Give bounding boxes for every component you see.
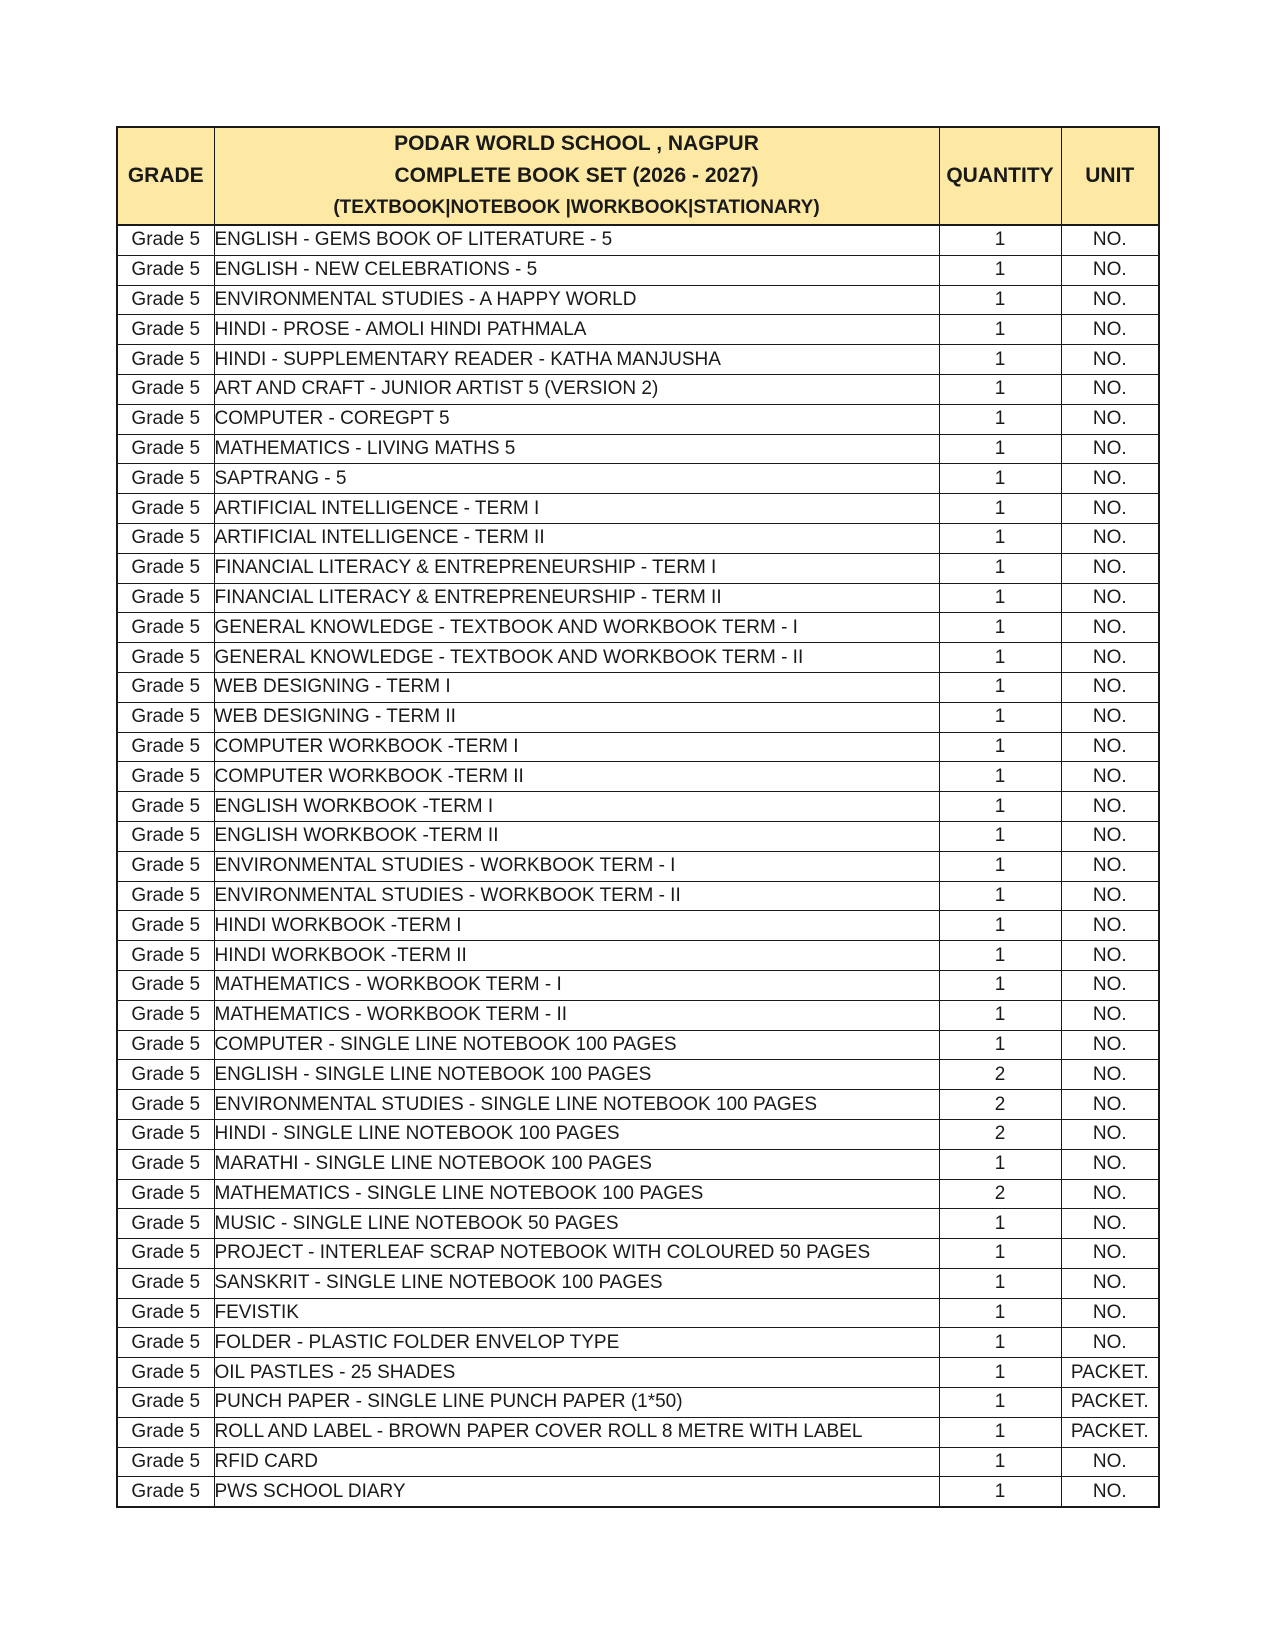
table-row	[117, 1417, 1159, 1447]
grade-cell: Grade 5	[117, 1417, 214, 1447]
table-header	[117, 127, 1159, 225]
item-cell: MATHEMATICS - WORKBOOK TERM - I	[214, 970, 939, 1000]
book-list-table	[116, 126, 1160, 1508]
qty-cell: 1	[939, 345, 1061, 375]
unit-cell: NO.	[1061, 1000, 1159, 1030]
grade-cell: Grade 5	[117, 881, 214, 911]
grade-cell: Grade 5	[117, 494, 214, 524]
grade-cell: Grade 5	[117, 523, 214, 553]
unit-cell: NO.	[1061, 702, 1159, 732]
qty-cell: 1	[939, 1298, 1061, 1328]
item-cell: PWS SCHOOL DIARY	[214, 1477, 939, 1507]
grade-cell: Grade 5	[117, 643, 214, 673]
unit-cell: NO.	[1061, 732, 1159, 762]
item-cell: FEVISTIK	[214, 1298, 939, 1328]
grade-column-header: GRADE	[117, 127, 214, 225]
grade-cell: Grade 5	[117, 464, 214, 494]
school-name: PODAR WORLD SCHOOL , NAGPUR	[394, 132, 759, 155]
item-cell: FOLDER - PLASTIC FOLDER ENVELOP TYPE	[214, 1328, 939, 1358]
item-cell: WEB DESIGNING - TERM I	[214, 672, 939, 702]
qty-cell: 1	[939, 1358, 1061, 1388]
qty-cell: 1	[939, 1030, 1061, 1060]
qty-cell: 1	[939, 881, 1061, 911]
table-row	[117, 1477, 1159, 1507]
table-row	[117, 285, 1159, 315]
qty-cell: 1	[939, 672, 1061, 702]
grade-cell: Grade 5	[117, 1447, 214, 1477]
qty-cell: 1	[939, 494, 1061, 524]
grade-cell: Grade 5	[117, 1268, 214, 1298]
unit-cell: NO.	[1061, 1447, 1159, 1477]
table-row	[117, 315, 1159, 345]
table-row	[117, 941, 1159, 971]
unit-cell: NO.	[1061, 643, 1159, 673]
grade-cell: Grade 5	[117, 225, 214, 255]
unit-cell: NO.	[1061, 881, 1159, 911]
unit-cell: NO.	[1061, 970, 1159, 1000]
qty-cell: 1	[939, 1417, 1061, 1447]
item-cell: ARTIFICIAL INTELLIGENCE - TERM I	[214, 494, 939, 524]
item-cell: MATHEMATICS - LIVING MATHS 5	[214, 434, 939, 464]
unit-cell: NO.	[1061, 225, 1159, 255]
item-cell: ENVIRONMENTAL STUDIES - A HAPPY WORLD	[214, 285, 939, 315]
unit-cell: NO.	[1061, 1209, 1159, 1239]
item-cell: PUNCH PAPER - SINGLE LINE PUNCH PAPER (1*50)	[214, 1388, 939, 1418]
grade-cell: Grade 5	[117, 1030, 214, 1060]
table-row	[117, 970, 1159, 1000]
table-row	[117, 1268, 1159, 1298]
grade-cell: Grade 5	[117, 792, 214, 822]
table-row	[117, 643, 1159, 673]
qty-cell: 1	[939, 1149, 1061, 1179]
item-cell: COMPUTER - COREGPT 5	[214, 404, 939, 434]
item-cell: FINANCIAL LITERACY & ENTREPRENEURSHIP - TERM I	[214, 553, 939, 583]
unit-cell: NO.	[1061, 374, 1159, 404]
table-row	[117, 374, 1159, 404]
unit-cell: NO.	[1061, 792, 1159, 822]
qty-cell: 2	[939, 1060, 1061, 1090]
item-cell: HINDI WORKBOOK -TERM II	[214, 941, 939, 971]
item-cell: ENGLISH WORKBOOK -TERM I	[214, 792, 939, 822]
item-cell: PROJECT - INTERLEAF SCRAP NOTEBOOK WITH COLOURED 50 PAGES	[214, 1239, 939, 1269]
grade-cell: Grade 5	[117, 732, 214, 762]
table-row	[117, 881, 1159, 911]
item-cell: ENGLISH - SINGLE LINE NOTEBOOK 100 PAGES	[214, 1060, 939, 1090]
qty-cell: 1	[939, 464, 1061, 494]
unit-cell: NO.	[1061, 672, 1159, 702]
unit-column-header: UNIT	[1061, 127, 1159, 225]
unit-cell: NO.	[1061, 1239, 1159, 1269]
table-title	[214, 127, 939, 225]
item-cell: MARATHI - SINGLE LINE NOTEBOOK 100 PAGES	[214, 1149, 939, 1179]
table-row	[117, 553, 1159, 583]
grade-cell: Grade 5	[117, 583, 214, 613]
item-cell: COMPUTER WORKBOOK -TERM II	[214, 762, 939, 792]
table-row	[117, 464, 1159, 494]
table-row	[117, 672, 1159, 702]
item-cell: FINANCIAL LITERACY & ENTREPRENEURSHIP - TERM II	[214, 583, 939, 613]
grade-cell: Grade 5	[117, 374, 214, 404]
qty-cell: 1	[939, 1239, 1061, 1269]
item-cell: MATHEMATICS - WORKBOOK TERM - II	[214, 1000, 939, 1030]
grade-cell: Grade 5	[117, 345, 214, 375]
qty-cell: 1	[939, 404, 1061, 434]
item-cell: HINDI - SUPPLEMENTARY READER - KATHA MANJUSHA	[214, 345, 939, 375]
item-cell: HINDI - PROSE - AMOLI HINDI PATHMALA	[214, 315, 939, 345]
table-row	[117, 1030, 1159, 1060]
grade-cell: Grade 5	[117, 1477, 214, 1507]
item-cell: ENGLISH - NEW CELEBRATIONS - 5	[214, 255, 939, 285]
table-row	[117, 1090, 1159, 1120]
table-row	[117, 494, 1159, 524]
table-row	[117, 911, 1159, 941]
item-cell: ENVIRONMENTAL STUDIES - WORKBOOK TERM - I	[214, 851, 939, 881]
item-cell: HINDI - SINGLE LINE NOTEBOOK 100 PAGES	[214, 1119, 939, 1149]
qty-cell: 1	[939, 1447, 1061, 1477]
unit-cell: NO.	[1061, 255, 1159, 285]
table-row	[117, 1209, 1159, 1239]
grade-cell: Grade 5	[117, 1119, 214, 1149]
qty-cell: 1	[939, 762, 1061, 792]
qty-cell: 1	[939, 941, 1061, 971]
grade-cell: Grade 5	[117, 1149, 214, 1179]
table-row	[117, 1149, 1159, 1179]
unit-cell: PACKET.	[1061, 1358, 1159, 1388]
qty-cell: 2	[939, 1119, 1061, 1149]
item-cell: ENVIRONMENTAL STUDIES - WORKBOOK TERM - II	[214, 881, 939, 911]
item-cell: HINDI WORKBOOK -TERM I	[214, 911, 939, 941]
table-row	[117, 851, 1159, 881]
table-row	[117, 821, 1159, 851]
item-cell: SAPTRANG - 5	[214, 464, 939, 494]
item-cell: RFID CARD	[214, 1447, 939, 1477]
item-cell: GENERAL KNOWLEDGE - TEXTBOOK AND WORKBOOK TERM - II	[214, 643, 939, 673]
grade-cell: Grade 5	[117, 702, 214, 732]
item-cell: ART AND CRAFT - JUNIOR ARTIST 5 (VERSION 2)	[214, 374, 939, 404]
unit-cell: NO.	[1061, 1298, 1159, 1328]
table-body	[117, 225, 1159, 1507]
unit-cell: NO.	[1061, 494, 1159, 524]
unit-cell: NO.	[1061, 1179, 1159, 1209]
qty-cell: 1	[939, 434, 1061, 464]
grade-cell: Grade 5	[117, 762, 214, 792]
grade-cell: Grade 5	[117, 1090, 214, 1120]
item-cell: ROLL AND LABEL - BROWN PAPER COVER ROLL 8 METRE WITH LABEL	[214, 1417, 939, 1447]
grade-cell: Grade 5	[117, 285, 214, 315]
qty-cell: 1	[939, 523, 1061, 553]
qty-cell: 1	[939, 1477, 1061, 1507]
table-row	[117, 1179, 1159, 1209]
table-row	[117, 702, 1159, 732]
unit-cell: NO.	[1061, 285, 1159, 315]
grade-cell: Grade 5	[117, 821, 214, 851]
grade-cell: Grade 5	[117, 911, 214, 941]
table-row	[117, 1298, 1159, 1328]
unit-cell: NO.	[1061, 583, 1159, 613]
qty-cell: 1	[939, 613, 1061, 643]
table-row	[117, 732, 1159, 762]
qty-cell: 1	[939, 792, 1061, 822]
unit-cell: NO.	[1061, 762, 1159, 792]
item-cell: OIL PASTLES - 25 SHADES	[214, 1358, 939, 1388]
grade-cell: Grade 5	[117, 613, 214, 643]
table-row	[117, 1239, 1159, 1269]
unit-cell: NO.	[1061, 613, 1159, 643]
item-cell: COMPUTER - SINGLE LINE NOTEBOOK 100 PAGES	[214, 1030, 939, 1060]
grade-cell: Grade 5	[117, 1298, 214, 1328]
grade-cell: Grade 5	[117, 553, 214, 583]
table-row	[117, 1060, 1159, 1090]
table-row	[117, 1358, 1159, 1388]
unit-cell: NO.	[1061, 821, 1159, 851]
item-cell: GENERAL KNOWLEDGE - TEXTBOOK AND WORKBOOK TERM - I	[214, 613, 939, 643]
table-row	[117, 1447, 1159, 1477]
qty-cell: 1	[939, 1000, 1061, 1030]
unit-cell: NO.	[1061, 1060, 1159, 1090]
grade-cell: Grade 5	[117, 1239, 214, 1269]
item-cell: ENGLISH WORKBOOK -TERM II	[214, 821, 939, 851]
qty-cell: 1	[939, 285, 1061, 315]
grade-cell: Grade 5	[117, 255, 214, 285]
grade-cell: Grade 5	[117, 1000, 214, 1030]
item-cell: ENGLISH - GEMS BOOK OF LITERATURE - 5	[214, 225, 939, 255]
qty-cell: 1	[939, 1388, 1061, 1418]
table-row	[117, 404, 1159, 434]
qty-cell: 1	[939, 374, 1061, 404]
grade-cell: Grade 5	[117, 941, 214, 971]
item-cell: MATHEMATICS - SINGLE LINE NOTEBOOK 100 PAGES	[214, 1179, 939, 1209]
item-cell: ARTIFICIAL INTELLIGENCE - TERM II	[214, 523, 939, 553]
qty-cell: 1	[939, 255, 1061, 285]
qty-cell: 1	[939, 851, 1061, 881]
qty-cell: 1	[939, 821, 1061, 851]
grade-cell: Grade 5	[117, 1388, 214, 1418]
qty-cell: 1	[939, 225, 1061, 255]
unit-cell: NO.	[1061, 523, 1159, 553]
unit-cell: PACKET.	[1061, 1417, 1159, 1447]
unit-cell: NO.	[1061, 1477, 1159, 1507]
unit-cell: NO.	[1061, 464, 1159, 494]
unit-cell: NO.	[1061, 315, 1159, 345]
table-row	[117, 225, 1159, 255]
book-set-categories: (TEXTBOOK|NOTEBOOK |WORKBOOK|STATIONARY)	[333, 197, 820, 218]
grade-cell: Grade 5	[117, 1209, 214, 1239]
unit-cell: NO.	[1061, 1030, 1159, 1060]
qty-cell: 1	[939, 553, 1061, 583]
grade-cell: Grade 5	[117, 851, 214, 881]
item-cell: COMPUTER WORKBOOK -TERM I	[214, 732, 939, 762]
table-row	[117, 523, 1159, 553]
grade-cell: Grade 5	[117, 404, 214, 434]
table-row	[117, 613, 1159, 643]
qty-cell: 1	[939, 1328, 1061, 1358]
table-row	[117, 1328, 1159, 1358]
qty-cell: 1	[939, 732, 1061, 762]
grade-cell: Grade 5	[117, 1358, 214, 1388]
grade-cell: Grade 5	[117, 672, 214, 702]
table-row	[117, 434, 1159, 464]
table-row	[117, 1000, 1159, 1030]
qty-cell: 1	[939, 702, 1061, 732]
unit-cell: NO.	[1061, 434, 1159, 464]
unit-cell: NO.	[1061, 1119, 1159, 1149]
qty-cell: 1	[939, 911, 1061, 941]
grade-cell: Grade 5	[117, 1179, 214, 1209]
unit-cell: NO.	[1061, 1090, 1159, 1120]
item-cell: MUSIC - SINGLE LINE NOTEBOOK 50 PAGES	[214, 1209, 939, 1239]
item-cell: SANSKRIT - SINGLE LINE NOTEBOOK 100 PAGES	[214, 1268, 939, 1298]
unit-cell: NO.	[1061, 851, 1159, 881]
table-row	[117, 1388, 1159, 1418]
qty-cell: 1	[939, 583, 1061, 613]
table-row	[117, 345, 1159, 375]
unit-cell: NO.	[1061, 911, 1159, 941]
qty-cell: 2	[939, 1179, 1061, 1209]
item-cell: WEB DESIGNING - TERM II	[214, 702, 939, 732]
grade-cell: Grade 5	[117, 1060, 214, 1090]
qty-cell: 1	[939, 643, 1061, 673]
qty-cell: 2	[939, 1090, 1061, 1120]
unit-cell: NO.	[1061, 345, 1159, 375]
qty-cell: 1	[939, 315, 1061, 345]
qty-cell: 1	[939, 970, 1061, 1000]
grade-cell: Grade 5	[117, 434, 214, 464]
item-cell: ENVIRONMENTAL STUDIES - SINGLE LINE NOTEBOOK 100 PAGES	[214, 1090, 939, 1120]
unit-cell: NO.	[1061, 553, 1159, 583]
grade-cell: Grade 5	[117, 970, 214, 1000]
book-set-title: COMPLETE BOOK SET (2026 - 2027)	[394, 164, 759, 187]
unit-cell: NO.	[1061, 1149, 1159, 1179]
qty-cell: 1	[939, 1268, 1061, 1298]
unit-cell: PACKET.	[1061, 1388, 1159, 1418]
header-row	[117, 127, 1159, 225]
table-row	[117, 583, 1159, 613]
grade-cell: Grade 5	[117, 1328, 214, 1358]
table-row	[117, 762, 1159, 792]
unit-cell: NO.	[1061, 1328, 1159, 1358]
table-row	[117, 1119, 1159, 1149]
unit-cell: NO.	[1061, 1268, 1159, 1298]
table-row	[117, 255, 1159, 285]
table-row	[117, 792, 1159, 822]
unit-cell: NO.	[1061, 404, 1159, 434]
qty-cell: 1	[939, 1209, 1061, 1239]
grade-cell: Grade 5	[117, 315, 214, 345]
quantity-column-header: QUANTITY	[939, 127, 1061, 225]
unit-cell: NO.	[1061, 941, 1159, 971]
